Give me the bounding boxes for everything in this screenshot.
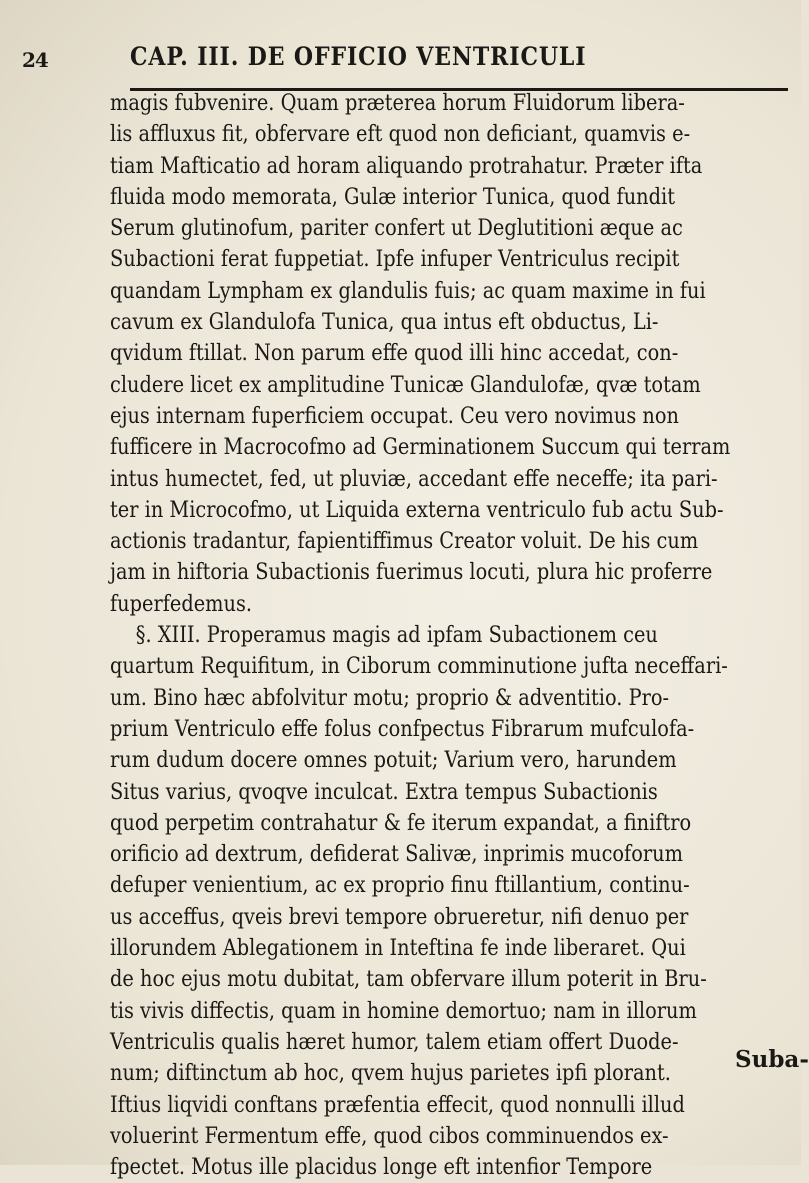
body-text [110,88,790,1183]
section-heading-line: §. XIII. Properamus magis ad ipfam Subactionem ceu [135,622,658,649]
text-line: qvidum ftillat. Non parum effe quod illi hinc accedat, con- [110,340,679,367]
page-number: 24 [22,48,48,72]
text-line: rum dudum docere omnes potuit; Varium vero, harundem [110,747,677,774]
text-line: cludere licet ex amplitudine Tunicæ Glandulofæ, qvæ totam [110,371,701,398]
text-line: Ventriculis qualis hæret humor, talem etiam offert Duode- [110,1028,679,1055]
text-line: de hoc ejus motu dubitat, tam obfervare illum poterit in Bru- [110,966,707,993]
text-line: us acceffus, qveis brevi tempore obrueretur, nifi denuo per [110,903,689,930]
page-header [22,38,782,78]
text-line: prium Ventriculo effe folus confpectus Fibrarum mufculofa- [110,715,695,742]
text-line: orificio ad dextrum, defiderat Salivæ, inprimis mucoforum [110,841,683,868]
text-line: intus humectet, fed, ut pluviæ, accedant effe neceffe; ita pari- [110,465,718,492]
text-line: tiam Mafticatio ad horam aliquando protrahatur. Præter ifta [110,152,703,179]
text-line: illorundem Ablegationem in Inteftina fe inde liberaret. Qui [110,935,686,962]
text-line: fufficere in Macrocofmo ad Germinationem Succum qui terram [110,434,731,461]
text-line: um. Bino hæc abfolvitur motu; proprio & adventitio. Pro- [110,684,670,711]
text-line: quartum Requifitum, in Ciborum comminutione jufta neceffari- [110,653,728,680]
text-line: ejus internam fuperficiem occupat. Ceu vero novimus non [110,402,680,429]
catchword: Suba- [735,1046,809,1073]
text-line: Iftius liqvidi conftans præfentia effecit, quod nonnulli illud [110,1091,685,1118]
text-line: Subactioni ferat fuppetiat. Ipfe infuper Ventriculus recipit [110,246,680,273]
text-line: num; diftinctum ab hoc, qvem hujus parietes ipfi plorant. [110,1060,671,1087]
text-line: lis affluxus fit, obfervare eft quod non deficiant, quamvis e- [110,121,691,148]
text-line: quod perpetim contrahatur & fe iterum expandat, a finiftro [110,809,692,836]
text-line: fpectet. Motus ille placidus longe eft intenfior Tempore [110,1154,653,1181]
text-line: actionis tradantur, fapientiffimus Creator voluit. De his cum [110,528,699,555]
text-line: fluida modo memorata, Gulæ interior Tunica, quod fundit [110,183,676,210]
text-line: ter in Microcofmo, ut Liquida externa ventriculo fub actu Sub- [110,496,724,523]
text-line: Situs varius, qvoqve inculcat. Extra tempus Subactionis [110,778,658,805]
text-line: quandam Lympham ex glandulis fuis; ac quam maxime in fui [110,277,706,304]
text-line: cavum ex Glandulofa Tunica, qua intus eft obductus, Li- [110,309,659,336]
text-line: fuperfedemus. [110,590,253,617]
text-line: voluerint Fermentum effe, quod cibos comminuendos ex- [110,1122,669,1149]
text-line: Serum glutinofum, pariter confert ut Deglutitioni æque ac [110,215,683,242]
running-head: CAP. III. DE OFFICIO VENTRICULI [130,42,587,71]
text-line: magis fubvenire. Quam præterea horum Fluidorum libera- [110,90,685,116]
text-line: jam in hiftoria Subactionis fuerimus locuti, plura hic proferre [110,559,713,586]
text-line: defuper venientium, ac ex proprio finu ftillantium, continu- [110,872,690,899]
text-line: tis vivis diffectis, quam in homine demortuo; nam in illorum [110,997,697,1024]
